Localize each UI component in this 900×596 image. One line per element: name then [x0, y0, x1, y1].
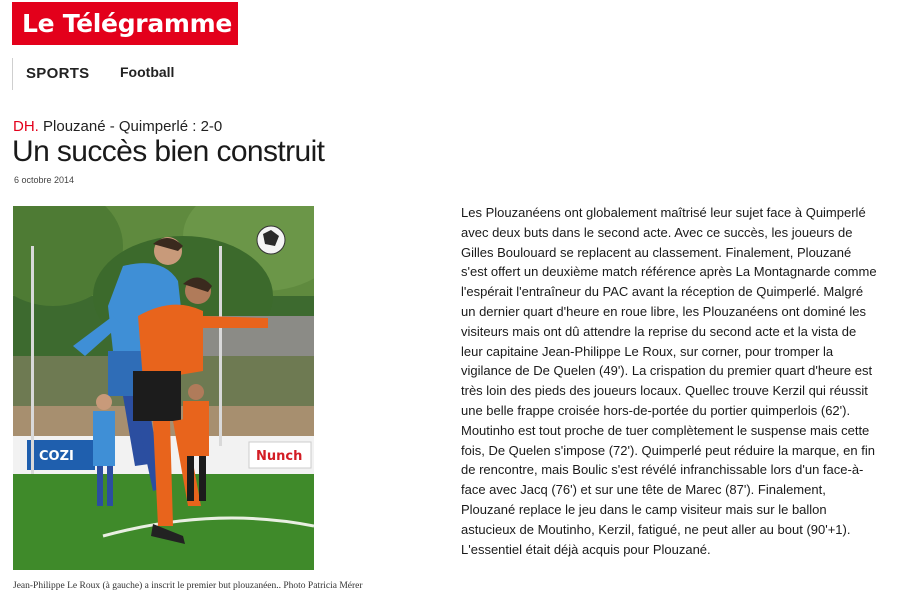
article-date: 6 octobre 2014 [14, 175, 75, 185]
photo-caption: Jean-Philippe Le Roux (à gauche) a inscrit le premier but plouzanéen.. Photo Patricia Mérer [13, 581, 363, 591]
site-logo[interactable]: Le Télégramme [12, 2, 238, 45]
banner-cozi: COZI [39, 449, 74, 464]
nav-subsection-football[interactable]: Football [120, 64, 175, 80]
kicker-score: Plouzané - Quimperlé : 2-0 [43, 118, 223, 135]
kicker-tag: DH. [13, 118, 39, 135]
article-body: Les Plouzanéens ont globalement maîtrisé leur sujet face à Quimperlé avec deux buts dans le second acte. Avec ce succès, les joueurs de Gilles Boulouard se replacent au classement. Finalement, Plouzané s'est offert un deuxième match référence après La Montagnarde comme l'espérait l'entraîneur du PAC avant la réception de Quimperlé. Malgré un dernier quart d'heure en roue libre, les Plouzanéens ont dominé les visiteurs mais ont dû attendre la reprise du second acte et la vista de leur capitaine Jean-Philippe Le Roux, sur corner, pour tromper la vigilance de De Quelen (49'). La crispation du premier quart d'heure est très loin des pieds des joueurs locaux. Quellec trouve Kerzil qui réussit une belle frappe croisée hors-de-portée du portier quimperlois (62'). Moutinho est tout proche de tuer complètement le suspense mais cette fois, De Quelen s'impose (72'). Quimperlé peut réduire la marque, en fin de rencontre, mais Boulic s'est révélé infranchissable lors d'un face-à-face avec Jacq (76') et sur une tête de Marec (87'). Finalement, Plouzané replace le jeu dans le camp visiteur mais sur le ballon astucieux de Moutinho, Kerzil, fatigué, ne peut aller au bout (90'+1). L'essentiel était déjà acquis pour Plouzané. [461, 205, 877, 557]
article-photo [13, 206, 314, 570]
article-kicker [13, 118, 222, 135]
article-title: Un succès bien construit [12, 135, 325, 168]
nav-section-sports[interactable]: SPORTS [26, 65, 90, 82]
banner-nunch: Nunch [256, 449, 303, 464]
section-nav [12, 58, 175, 90]
